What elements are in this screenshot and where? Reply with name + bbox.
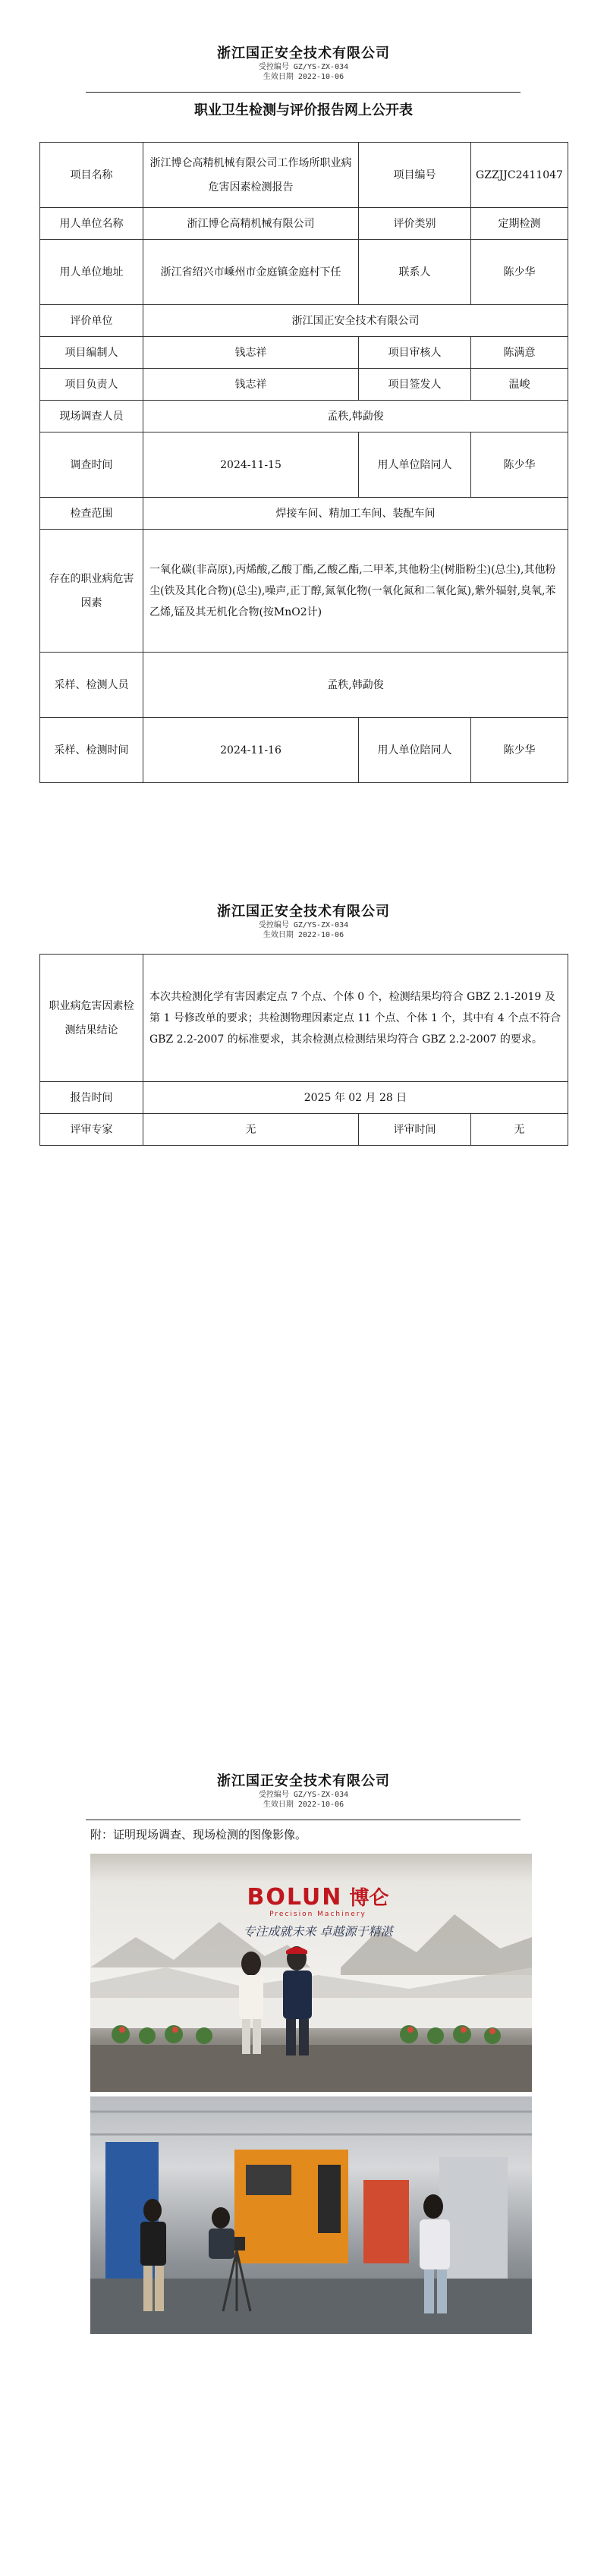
evaluation-unit: 浙江国正安全技术有限公司 bbox=[143, 305, 568, 337]
table-row bbox=[40, 240, 568, 305]
table-row bbox=[40, 530, 568, 653]
label-cell: 检查范围 bbox=[40, 498, 143, 530]
photo-logo-wall bbox=[90, 1854, 532, 2092]
label-cell: 职业病危害因素检测结果结论 bbox=[40, 955, 143, 1082]
logo-subtitle: Precision Machinery bbox=[269, 1911, 366, 1918]
table-row bbox=[40, 143, 568, 208]
table-row bbox=[40, 718, 568, 783]
label-cell: 用人单位名称 bbox=[40, 208, 143, 240]
table-row bbox=[40, 498, 568, 530]
conclusion-table bbox=[39, 954, 568, 1146]
logo-text: BOLUN bbox=[247, 1884, 343, 1911]
control-number: 受控编号 GZ/YS-ZX-034 bbox=[258, 921, 349, 929]
label-cell: 存在的职业病危害因素 bbox=[40, 530, 143, 653]
disclosure-table bbox=[39, 142, 568, 783]
page-3 bbox=[0, 1738, 607, 2576]
table-row bbox=[40, 653, 568, 718]
label-cell: 评价单位 bbox=[40, 305, 143, 337]
label-cell: 采样、检测时间 bbox=[40, 718, 143, 783]
logo-chinese: 博仑 bbox=[349, 1887, 389, 1910]
sampling-staff: 孟秩,韩勐俊 bbox=[143, 653, 568, 718]
label-cell: 评价类别 bbox=[359, 208, 471, 240]
company-name: 浙江国正安全技术有限公司 bbox=[217, 904, 390, 920]
sampling-time: 2024-11-16 bbox=[143, 718, 359, 783]
effective-date: 生效日期 2022-10-06 bbox=[263, 73, 344, 81]
control-number: 受控编号 GZ/YS-ZX-034 bbox=[258, 63, 349, 71]
table-row bbox=[40, 1082, 568, 1114]
investigators: 孟秩,韩勐俊 bbox=[143, 401, 568, 432]
label-cell: 项目负责人 bbox=[40, 369, 143, 401]
label-cell: 项目名称 bbox=[40, 143, 143, 208]
page-header bbox=[0, 42, 607, 82]
label-cell: 用人单位地址 bbox=[40, 240, 143, 305]
detection-conclusion: 本次共检测化学有害因素定点 7 个点、个体 0 个，检测结果均符合 GBZ 2.1-2019 及第 1 号修改单的要求；共检测物理因素定点 11 个点、个体 1 个，其中有 4 个点不符合 GBZ 2.2-2007 的标准要求，其余检测点检测结果均符合 GBZ 2.2-2007 的要求。 bbox=[143, 955, 568, 1082]
factory-scene bbox=[90, 2096, 532, 2334]
table-row bbox=[40, 432, 568, 498]
photo-site-inspection bbox=[90, 2096, 532, 2334]
attachment-note: 附：证明现场调查、现场检测的图像影像。 bbox=[90, 1828, 307, 1842]
evaluation-type: 定期检测 bbox=[471, 208, 568, 240]
label-cell: 调查时间 bbox=[40, 432, 143, 498]
company-logo bbox=[242, 1882, 394, 1918]
project-number: GZZJJC2411047 bbox=[471, 143, 568, 208]
table-row bbox=[40, 1114, 568, 1146]
table-row bbox=[40, 337, 568, 369]
label-cell: 联系人 bbox=[359, 240, 471, 305]
page-header bbox=[0, 901, 607, 940]
reviewer: 陈满意 bbox=[471, 337, 568, 369]
slogan: 专注成就未来 卓越源于精湛 bbox=[243, 1924, 393, 1939]
label-cell: 现场调查人员 bbox=[40, 401, 143, 432]
effective-date: 生效日期 2022-10-06 bbox=[263, 931, 344, 939]
label-cell: 项目编制人 bbox=[40, 337, 143, 369]
project-name: 浙江博仑高精机械有限公司工作场所职业病危害因素检测报告 bbox=[143, 143, 359, 208]
label-cell: 用人单位陪同人 bbox=[359, 718, 471, 783]
inspection-scope: 焊接车间、精加工车间、装配车间 bbox=[143, 498, 568, 530]
table-row bbox=[40, 955, 568, 1082]
label-cell: 评审专家 bbox=[40, 1114, 143, 1146]
page-1 bbox=[0, 0, 607, 835]
effective-date: 生效日期 2022-10-06 bbox=[263, 1801, 344, 1809]
accompanying-person: 陈少华 bbox=[471, 432, 568, 498]
page-header bbox=[0, 1770, 607, 1810]
header-rule bbox=[86, 92, 521, 93]
table-row bbox=[40, 369, 568, 401]
label-cell: 项目审核人 bbox=[359, 337, 471, 369]
review-time: 无 bbox=[471, 1114, 568, 1146]
table-row bbox=[40, 208, 568, 240]
label-cell: 项目编号 bbox=[359, 143, 471, 208]
compiler: 钱志祥 bbox=[143, 337, 359, 369]
table-row bbox=[40, 401, 568, 432]
document-title: 职业卫生检测与评价报告网上公开表 bbox=[194, 102, 413, 118]
review-expert: 无 bbox=[143, 1114, 359, 1146]
label-cell: 采样、检测人员 bbox=[40, 653, 143, 718]
label-cell: 用人单位陪同人 bbox=[359, 432, 471, 498]
employer-address: 浙江省绍兴市嵊州市金庭镇金庭村下任 bbox=[143, 240, 359, 305]
project-leader: 钱志祥 bbox=[143, 369, 359, 401]
label-cell: 报告时间 bbox=[40, 1082, 143, 1114]
survey-time: 2024-11-15 bbox=[143, 432, 359, 498]
control-number: 受控编号 GZ/YS-ZX-034 bbox=[258, 1791, 349, 1799]
company-name: 浙江国正安全技术有限公司 bbox=[217, 46, 390, 61]
company-name: 浙江国正安全技术有限公司 bbox=[217, 1773, 390, 1789]
report-time: 2025 年 02 月 28 日 bbox=[143, 1082, 568, 1114]
hazard-factors: 一氧化碳(非高原),丙烯酸,乙酸丁酯,乙酸乙酯,二甲苯,其他粉尘(树脂粉尘)(总尘),其他粉尘(铁及其化合物)(总尘),噪声,正丁醇,氮氧化物(一氧化氮和二氧化氮),紫外辐射,臭氧,苯乙烯,锰及其无机化合物(按MnO2计) bbox=[143, 530, 568, 653]
contact-person: 陈少华 bbox=[471, 240, 568, 305]
employer-name: 浙江博仑高精机械有限公司 bbox=[143, 208, 359, 240]
label-cell: 评审时间 bbox=[359, 1114, 471, 1146]
issuer: 温峻 bbox=[471, 369, 568, 401]
accompanying-person: 陈少华 bbox=[471, 718, 568, 783]
table-row bbox=[40, 305, 568, 337]
label-cell: 项目签发人 bbox=[359, 369, 471, 401]
page-2 bbox=[0, 873, 607, 1707]
